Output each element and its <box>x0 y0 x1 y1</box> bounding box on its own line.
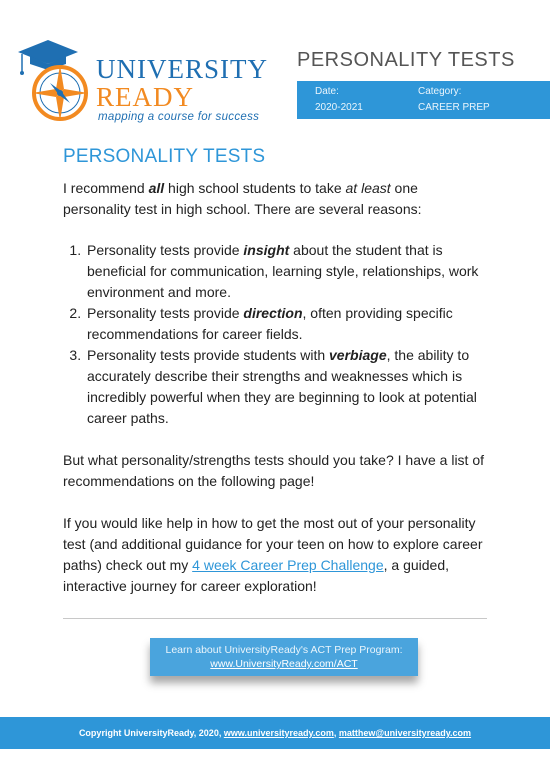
emphasis-at-least: at least <box>345 180 391 196</box>
act-prep-callout <box>150 638 418 676</box>
university-ready-logo <box>14 38 274 128</box>
recommendations-paragraph: But what personality/strengths tests should you take? I have a list of recommendations on the following page! <box>63 452 485 489</box>
reasons-list <box>63 240 487 429</box>
logo-tagline: mapping a course for success <box>98 111 260 123</box>
category-value: CAREER PREP <box>418 102 490 113</box>
emphasis-all: all <box>148 180 165 196</box>
act-prep-link[interactable]: www.UniversityReady.com/ACT <box>210 658 358 670</box>
date-value: 2020-2021 <box>315 102 363 113</box>
email-link[interactable]: matthew@universityready.com <box>338 728 472 738</box>
category-label: Category: <box>418 86 462 97</box>
website-link[interactable]: www.universityready.com <box>223 728 334 738</box>
document-body <box>63 146 487 597</box>
list-item: 1. Personality tests provide insight about the student that is beneficial for communication, learning style, relationships, work environment and more. <box>85 240 487 303</box>
intro-paragraph: I recommend all high school students to take at least one personality test in high school. There are several reasons: <box>63 180 422 217</box>
header-title: PERSONALITY TESTS <box>297 49 515 71</box>
list-item: 2. Personality tests provide direction, often providing specific recommendations for career fields. <box>85 303 487 345</box>
logo-word-ready: READY <box>96 82 194 112</box>
career-prep-challenge-link[interactable]: 4 week Career Prep Challenge <box>192 557 384 573</box>
compass-cap-icon <box>14 38 104 130</box>
divider <box>63 618 487 619</box>
career-challenge-paragraph: If you would like help in how to get the most out of your personality test (and additional guidance for your teen on how to explore career paths) check out my 4 week Career Prep Challenge, a guided, interactive journey for career exploration! <box>63 515 483 594</box>
logo-word-university: UNIVERSITY <box>96 54 268 84</box>
header-info-bar <box>297 81 550 119</box>
document-heading: PERSONALITY TESTS <box>63 146 266 167</box>
footer: Copyright UniversityReady, 2020, www.universityready.com, matthew@universityready.com <box>0 717 550 749</box>
date-label: Date: <box>315 86 339 97</box>
callout-text: Learn about UniversityReady's ACT Prep Program: <box>165 644 403 656</box>
list-item: 3. Personality tests provide students with verbiage, the ability to accurately describe their strengths and weaknesses which is incredibly powerful when they are beginning to look at potential career paths. <box>85 345 487 429</box>
